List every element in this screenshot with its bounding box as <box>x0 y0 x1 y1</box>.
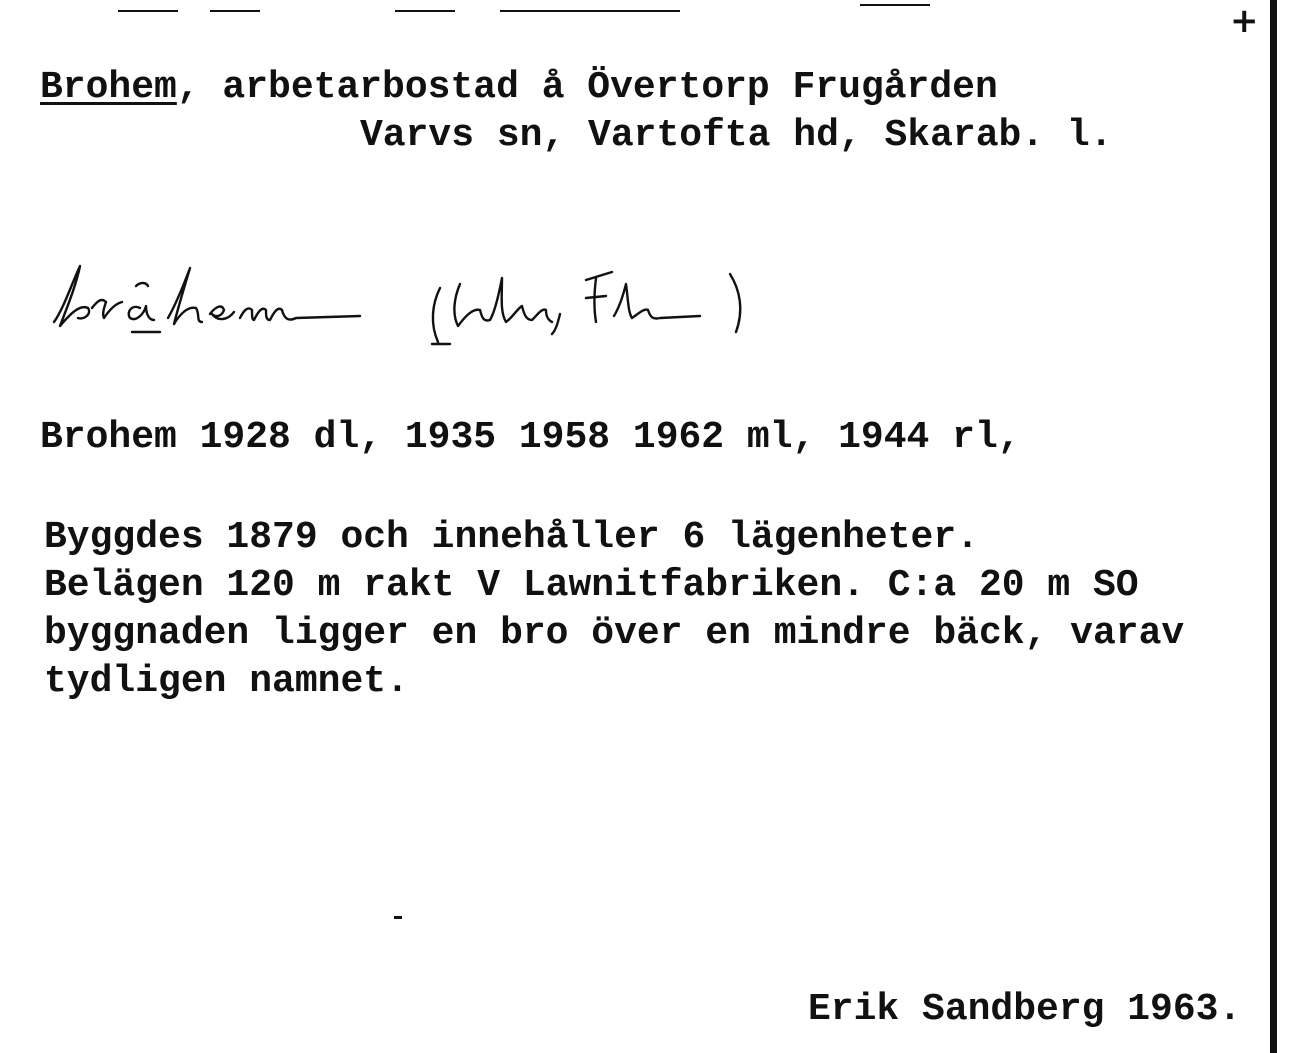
scan-speck <box>210 10 260 12</box>
scan-speck <box>500 10 680 12</box>
signature-line: Erik Sandberg 1963. <box>808 988 1242 1031</box>
scan-speck <box>395 10 455 12</box>
description-line-2: Belägen 120 m rakt V Lawnitfabriken. C:a 20 m SO <box>44 564 1139 607</box>
scan-speck <box>394 916 402 919</box>
place-name: Brohem <box>40 66 177 109</box>
location-line: Varvs sn, Vartofta hd, Skarab. l. <box>360 114 1113 157</box>
description-line-4: tydligen namnet. <box>44 660 409 703</box>
card-right-edge <box>1270 0 1277 1053</box>
description-line-1: Byggdes 1879 och innehåller 6 lägenheter. <box>44 516 979 559</box>
handwritten-pronunciation-note <box>40 248 800 358</box>
heading-rest: , arbetarbostad å Övertorp Frugården <box>176 66 998 109</box>
description-line-3: byggnaden ligger en bro över en mindre bäck, varav <box>44 612 1185 655</box>
scan-speck <box>860 4 930 6</box>
corner-plus-mark: + <box>1230 1 1259 41</box>
sources-line: Brohem 1928 dl, 1935 1958 1962 ml, 1944 rl, <box>40 416 1021 459</box>
scan-speck <box>118 10 178 12</box>
heading-line <box>40 66 998 110</box>
